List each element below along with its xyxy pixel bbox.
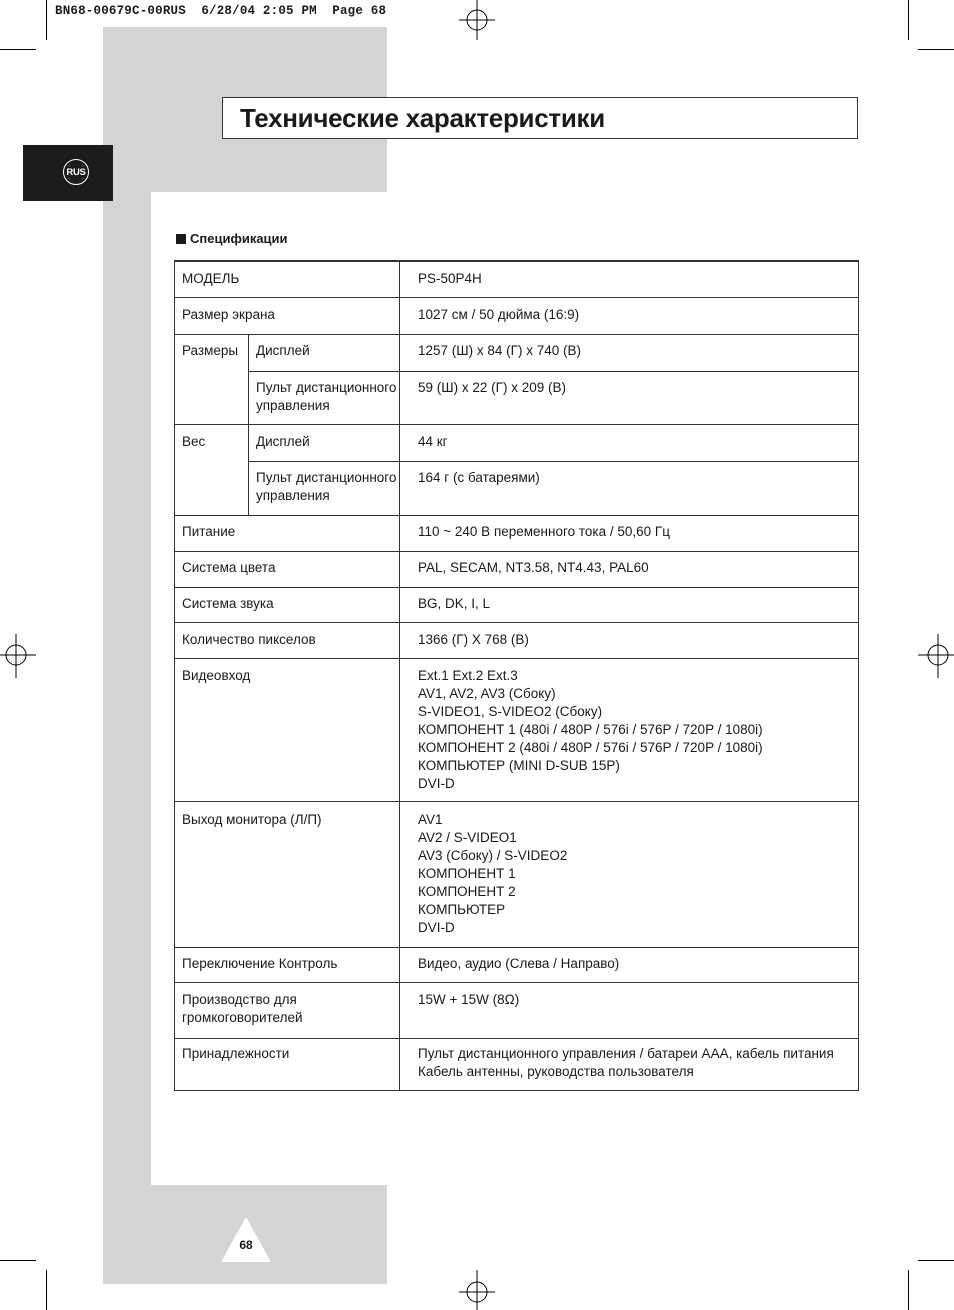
section-title: Спецификации bbox=[190, 231, 288, 246]
spec-label-monitor-out: Выход монитора (Л/П) bbox=[182, 812, 322, 827]
spec-sublabel-weight-display: Дисплей bbox=[256, 434, 310, 449]
label-line: Пульт дистанционного bbox=[256, 470, 397, 485]
spec-label-switch: Переключение Контроль bbox=[182, 956, 338, 971]
spec-table bbox=[174, 260, 859, 1091]
value-line: КОМПОНЕНТ 2 (480i / 480P / 576i / 576P / 720P / 1080i) bbox=[418, 740, 763, 755]
spec-label-screen: Размер экрана bbox=[182, 307, 275, 322]
value-line: Ext.1 Ext.2 Ext.3 bbox=[418, 668, 518, 683]
spec-sublabel-dimensions-remote bbox=[256, 379, 396, 415]
crop-mark bbox=[908, 0, 909, 40]
value-line: AV1, AV2, AV3 (Сбоку) bbox=[418, 686, 556, 701]
registration-mark-icon bbox=[914, 634, 954, 678]
spec-label-accessories: Принадлежности bbox=[182, 1046, 290, 1061]
section-heading bbox=[176, 231, 288, 246]
print-header: BN68-00679C-00RUS 6/28/04 2:05 PM Page 68 bbox=[55, 4, 387, 18]
label-line: Пульт дистанционного bbox=[256, 380, 397, 395]
spec-value-video-input bbox=[418, 667, 763, 793]
value-line: DVI-D bbox=[418, 776, 455, 791]
language-tab bbox=[23, 145, 113, 201]
crop-mark bbox=[908, 1270, 909, 1310]
spec-label-weight: Вес bbox=[182, 434, 206, 449]
value-line: S-VIDEO1, S-VIDEO2 (Сбоку) bbox=[418, 704, 603, 719]
spec-sublabel-dimensions-display: Дисплей bbox=[256, 343, 310, 358]
value-line: КОМПЬЮТЕР bbox=[418, 902, 506, 917]
spec-value-model: PS-50P4H bbox=[418, 271, 482, 286]
value-line: КОМПОНЕНТ 1 bbox=[418, 866, 516, 881]
registration-mark-icon bbox=[457, 1270, 497, 1310]
title-box bbox=[222, 97, 858, 139]
spec-label-speaker bbox=[182, 991, 303, 1027]
label-line: громкоговорителей bbox=[182, 1010, 303, 1025]
value-line: Кабель антенны, руководства пользователя bbox=[418, 1064, 694, 1079]
spec-value-monitor-out bbox=[418, 811, 567, 937]
spec-label-color-system: Система цвета bbox=[182, 560, 276, 575]
spec-sublabel-weight-remote bbox=[256, 469, 396, 505]
crop-mark bbox=[918, 1260, 954, 1261]
value-line: КОМПОНЕНТ 2 bbox=[418, 884, 516, 899]
spec-value-speaker: 15W + 15W (8Ω) bbox=[418, 992, 520, 1007]
spec-value-color-system: PAL, SECAM, NT3.58, NT4.43, PAL60 bbox=[418, 560, 649, 575]
page-number: 68 bbox=[239, 1238, 253, 1252]
spec-label-model: МОДЕЛЬ bbox=[182, 271, 240, 286]
label-line: управления bbox=[256, 488, 330, 503]
spec-value-power: 110 ~ 240 В переменного тока / 50,60 Гц bbox=[418, 524, 670, 539]
language-badge: RUS bbox=[63, 159, 89, 185]
spec-value-switch: Видео, аудио (Слева / Направо) bbox=[418, 956, 620, 971]
label-line: управления bbox=[256, 398, 330, 413]
value-line: Пульт дистанционного управления / батареи ААА, кабель питания bbox=[418, 1046, 834, 1061]
spec-label-power: Питание bbox=[182, 524, 236, 539]
spec-value-dimensions-display: 1257 (Ш) x 84 (Г) x 740 (В) bbox=[418, 343, 581, 358]
spec-label-dimensions: Размеры bbox=[182, 343, 239, 358]
square-bullet-icon bbox=[176, 234, 186, 244]
spec-value-screen: 1027 см / 50 дюйма (16:9) bbox=[418, 307, 580, 322]
crop-mark bbox=[46, 1270, 47, 1310]
spec-value-weight-remote: 164 г (с батареями) bbox=[418, 470, 540, 485]
registration-mark-icon bbox=[457, 0, 497, 40]
value-line: КОМПЬЮТЕР (MINI D-SUB 15P) bbox=[418, 758, 620, 773]
spec-value-dimensions-remote: 59 (Ш) x 22 (Г) x 209 (В) bbox=[418, 380, 566, 395]
spec-value-pixels: 1366 (Г) X 768 (В) bbox=[418, 632, 529, 647]
spec-value-sound-system: BG, DK, I, L bbox=[418, 596, 491, 611]
spec-label-sound-system: Система звука bbox=[182, 596, 274, 611]
registration-mark-icon bbox=[0, 634, 40, 678]
crop-mark bbox=[46, 0, 47, 40]
value-line: AV2 / S-VIDEO1 bbox=[418, 830, 517, 845]
label-line: Производство для bbox=[182, 992, 297, 1007]
value-line: AV1 bbox=[418, 812, 443, 827]
crop-mark bbox=[0, 49, 36, 50]
spec-label-pixels: Количество пикселов bbox=[182, 632, 316, 647]
value-line: DVI-D bbox=[418, 920, 455, 935]
spec-value-weight-display: 44 кг bbox=[418, 434, 448, 449]
value-line: КОМПОНЕНТ 1 (480i / 480P / 576i / 576P / 720P / 1080i) bbox=[418, 722, 763, 737]
spec-label-video-input: Видеовход bbox=[182, 668, 251, 683]
crop-mark bbox=[918, 49, 954, 50]
crop-mark bbox=[0, 1260, 36, 1261]
spec-value-accessories bbox=[418, 1045, 834, 1081]
value-line: AV3 (Сбоку) / S-VIDEO2 bbox=[418, 848, 568, 863]
page-title: Технические характеристики bbox=[240, 103, 605, 133]
